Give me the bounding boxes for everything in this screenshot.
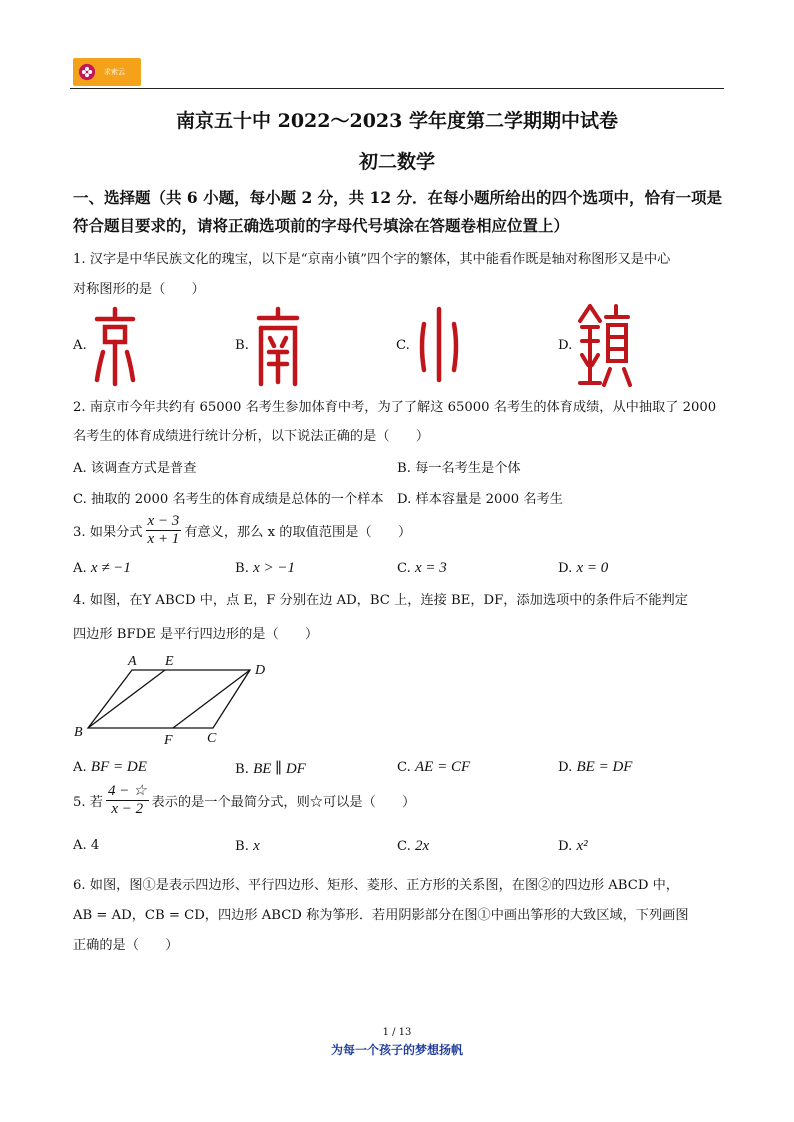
q3-option-d bbox=[558, 560, 608, 577]
q4-label-d: D bbox=[255, 663, 266, 678]
q1-option-c-label: C. bbox=[396, 338, 410, 353]
q4-option-a-expr: BF = DE bbox=[90, 759, 147, 775]
q4-label-c: C bbox=[207, 731, 217, 746]
q4-option-b bbox=[235, 759, 306, 778]
q5-stem-prefix: 5. 若 bbox=[73, 795, 103, 810]
q4-segment-df bbox=[173, 670, 250, 728]
footer-slogan: 为每一个孩子的梦想扬帆 bbox=[330, 1043, 463, 1057]
section-heading-line2: 符合题目要求的，请将正确选项前的字母代号填涂在答题卷相应位置上） bbox=[73, 216, 570, 235]
seal-char-jing-icon bbox=[93, 306, 137, 388]
q1-option-d-label: D. bbox=[558, 338, 573, 353]
q3-option-c bbox=[397, 560, 447, 577]
brand-logo bbox=[73, 58, 141, 86]
q6-stem-line2: AB = AD，CB = CD，四边形 ABCD 称为筝形．若用阴影部分在图①中画出筝形的大致区域，下列画图 bbox=[73, 908, 689, 923]
header-rule bbox=[70, 88, 724, 89]
logo-flower-icon bbox=[78, 63, 96, 81]
q5-option-d-expr: x² bbox=[576, 838, 588, 854]
q5-option-b bbox=[235, 838, 260, 855]
q5-option-d bbox=[558, 838, 588, 855]
q4-option-d-expr: BE = DF bbox=[576, 759, 633, 775]
logo-text: 求索云 bbox=[104, 68, 125, 76]
q4-segment-be bbox=[88, 670, 165, 728]
section-heading-line1: 一、选择题（共 6 小题，每小题 2 分，共 12 分．在每小题所给出的四个选项中，恰有一项是 bbox=[73, 188, 723, 207]
q3-fraction-denominator: x + 1 bbox=[147, 531, 180, 547]
q4-parallelogram-figure bbox=[70, 650, 280, 750]
q3-option-c-label: C. bbox=[397, 561, 411, 576]
q3-option-a-expr: x ≠ −1 bbox=[90, 560, 131, 576]
exam-title: 南京五十中 2022～2023 学年度第二学期期中试卷 bbox=[176, 110, 618, 132]
q4-label-b: B bbox=[74, 725, 83, 740]
q2-stem-line2: 名考生的体育成绩进行统计分析，以下说法正确的是（ ） bbox=[73, 429, 430, 444]
q5-stem bbox=[73, 783, 415, 818]
q6-stem-line3: 正确的是（ ） bbox=[73, 938, 179, 953]
q3-option-b-label: B. bbox=[235, 561, 249, 576]
page-number: 1 / 13 bbox=[382, 1027, 412, 1038]
q4-parallelogram-outline bbox=[88, 670, 250, 728]
q3-option-a bbox=[73, 560, 131, 577]
q4-stem-line1: 4. 如图，在Y ABCD 中，点 E，F 分别在边 AD，BC 上，连接 BE，DF，添加选项中的条件后不能判定 bbox=[73, 593, 688, 608]
q5-fraction bbox=[106, 783, 149, 818]
q5-stem-suffix: 表示的是一个最简分式，则☆可以是（ ） bbox=[151, 795, 416, 810]
q4-label-e: E bbox=[165, 654, 174, 669]
q4-option-a bbox=[73, 759, 147, 776]
q5-fraction-numerator: 4 − ☆ bbox=[107, 783, 147, 799]
q3-stem-suffix: 有意义，那么 x 的取值范围是（ ） bbox=[184, 525, 412, 540]
exam-subject: 初二数学 bbox=[358, 151, 435, 173]
q5-fraction-denominator: x − 2 bbox=[111, 801, 144, 817]
q1-stem-line2: 对称图形的是（ ） bbox=[73, 282, 205, 297]
q4-label-a: A bbox=[128, 654, 137, 669]
seal-char-zhen-icon bbox=[578, 303, 632, 389]
q2-option-d: D. 样本容量是 2000 名考生 bbox=[397, 492, 563, 507]
q5-option-c-label: C. bbox=[397, 839, 411, 854]
q5-option-c-expr: 2x bbox=[415, 838, 430, 854]
q3-fraction bbox=[146, 513, 182, 548]
q4-option-d-label: D. bbox=[558, 760, 573, 775]
q4-stem-line2: 四边形 BFDE 是平行四边形的是（ ） bbox=[73, 627, 319, 642]
q5-option-b-label: B. bbox=[235, 839, 249, 854]
q4-option-d bbox=[558, 759, 632, 776]
q2-stem-line1: 2. 南京市今年共约有 65000 名考生参加体育中考，为了了解这 65000 名考生的体育成绩，从中抽取了 2000 bbox=[73, 400, 717, 415]
q3-stem-prefix: 3. 如果分式 bbox=[73, 525, 143, 540]
q3-option-b-expr: x > −1 bbox=[253, 560, 295, 576]
q5-option-a bbox=[73, 838, 99, 853]
q5-option-b-expr: x bbox=[253, 838, 260, 854]
q4-option-c-label: C. bbox=[397, 760, 411, 775]
q3-option-d-expr: x = 0 bbox=[576, 560, 609, 576]
q2-option-c: C. 抽取的 2000 名考生的体育成绩是总体的一个样本 bbox=[73, 492, 384, 507]
q6-stem-line1: 6. 如图，图①是表示四边形、平行四边形、矩形、菱形、正方形的关系图，在图②的四边形 ABCD 中， bbox=[73, 878, 679, 893]
q4-option-b-label: B. bbox=[235, 762, 249, 777]
q3-option-b bbox=[235, 560, 295, 577]
q3-option-d-label: D. bbox=[558, 561, 573, 576]
q3-fraction-numerator: x − 3 bbox=[147, 513, 180, 529]
q5-option-a-label: A. 4 bbox=[73, 838, 100, 853]
q5-option-d-label: D. bbox=[558, 839, 573, 854]
q4-label-f: F bbox=[164, 733, 173, 748]
q5-option-c bbox=[397, 838, 429, 855]
q3-stem bbox=[73, 513, 411, 548]
q4-option-b-expr: BE ∥ DF bbox=[253, 761, 306, 777]
seal-char-xiao-icon bbox=[416, 306, 462, 384]
seal-char-nan-icon bbox=[253, 306, 303, 388]
q1-option-a-label: A. bbox=[73, 338, 87, 353]
q1-option-b-label: B. bbox=[235, 338, 249, 353]
q4-option-c bbox=[397, 759, 470, 776]
q3-option-a-label: A. bbox=[73, 561, 87, 576]
q4-option-a-label: A. bbox=[73, 760, 87, 775]
q2-option-a: A. 该调查方式是普查 bbox=[73, 461, 197, 476]
q4-option-c-expr: AE = CF bbox=[415, 759, 471, 775]
q3-option-c-expr: x = 3 bbox=[415, 560, 447, 576]
q2-option-b: B. 每一名考生是个体 bbox=[397, 461, 521, 476]
q1-stem-line1: 1. 汉字是中华民族文化的瑰宝，以下是“京南小镇”四个字的繁体，其中能看作既是轴对称图形又是中心 bbox=[73, 252, 671, 267]
